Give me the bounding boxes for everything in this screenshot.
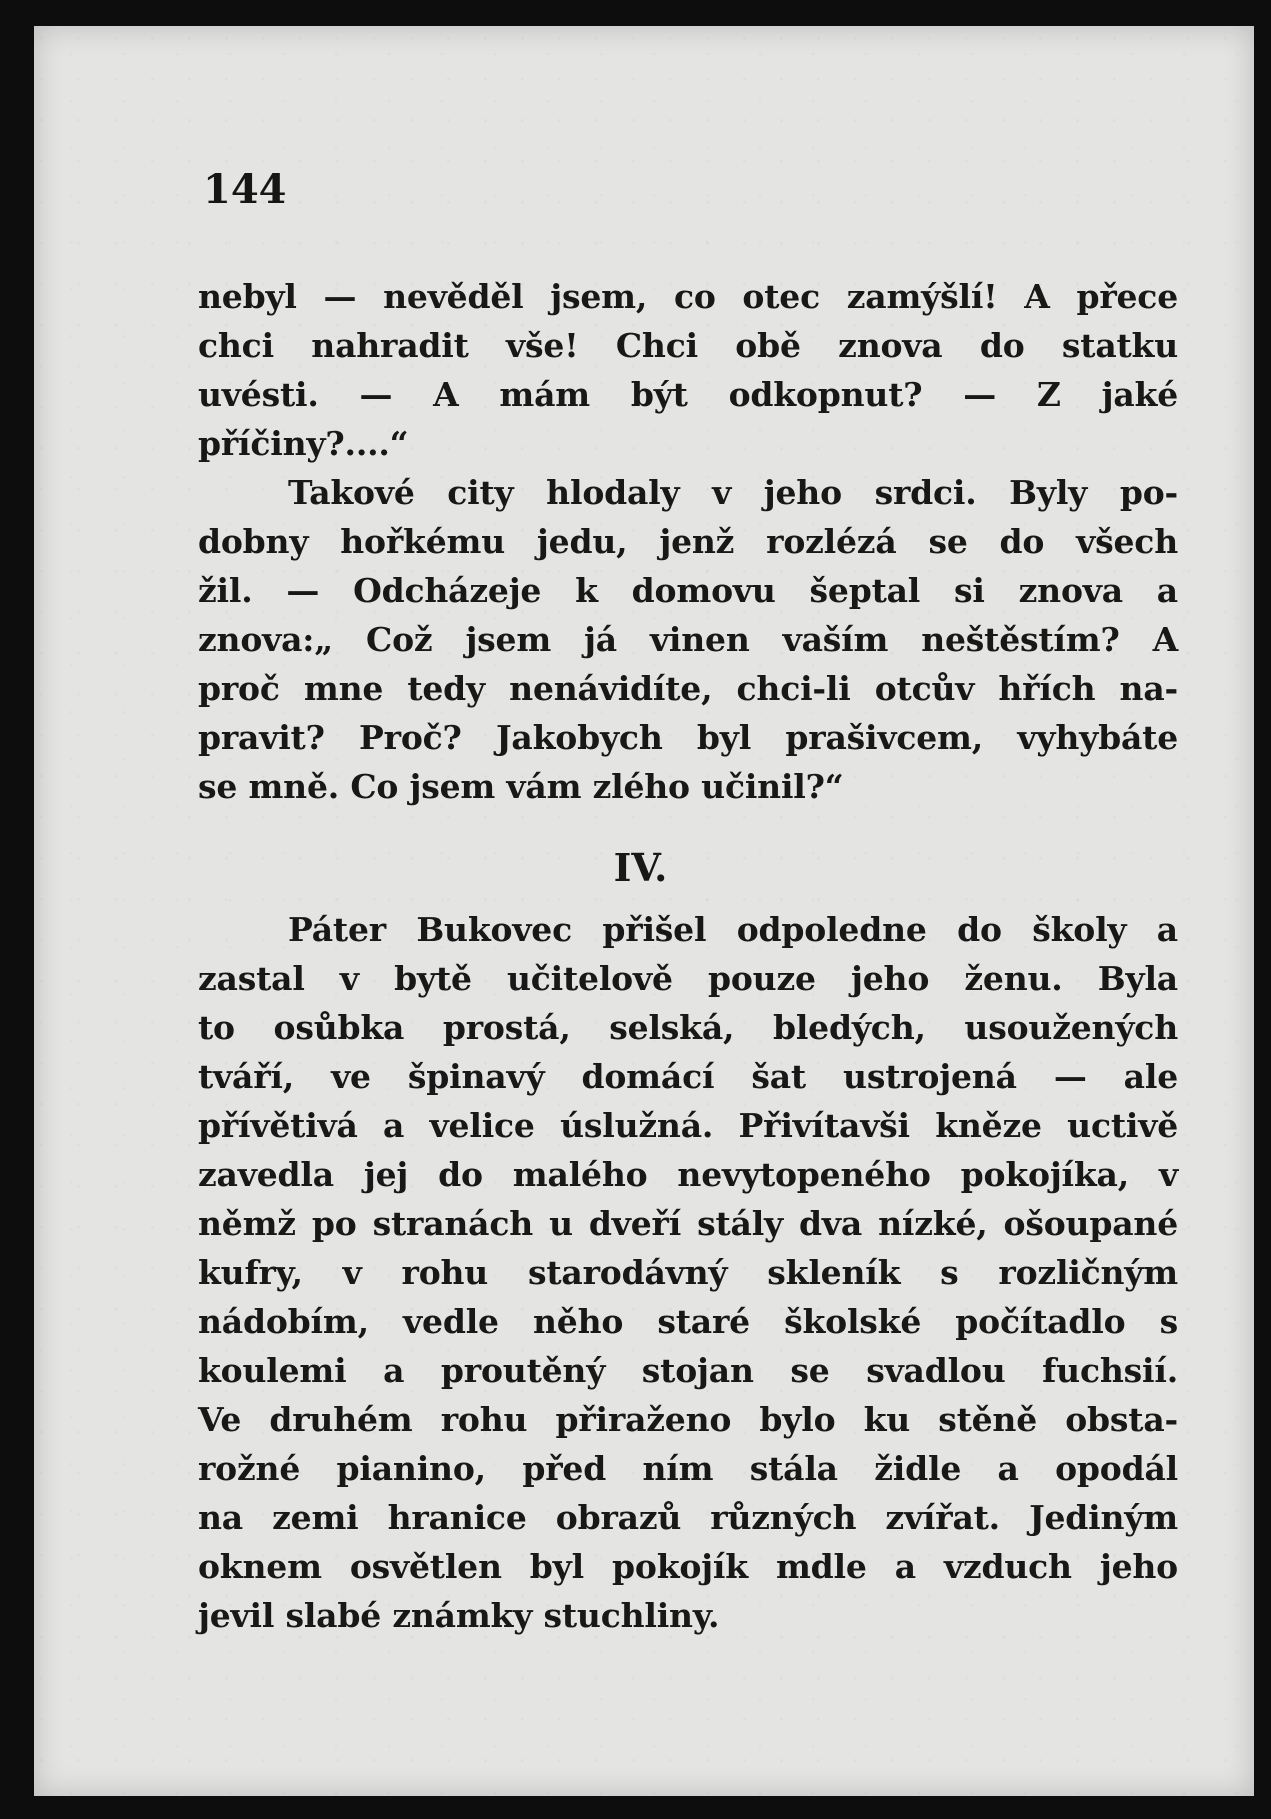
text-line: chci nahradit vše! Chci obě znova do statku <box>198 326 1178 365</box>
text-block-before-chapter <box>198 272 1178 811</box>
text-line: příčiny?....“ <box>198 424 409 463</box>
text-line: jevil slabé známky stuchliny. <box>198 1596 720 1635</box>
text-line: dobny hořkému jedu, jenž rozlézá se do všech <box>198 522 1178 561</box>
text-line: zastal v bytě učitelově pouze jeho ženu. Byla <box>198 959 1178 998</box>
text-block-after-chapter <box>198 905 1178 1640</box>
text-line: Ve druhém rohu přiraženo bylo ku stěně obsta- <box>198 1400 1178 1439</box>
text-line: Takové city hlodaly v jeho srdci. Byly po- <box>288 473 1178 512</box>
text-line: se mně. Co jsem vám zlého učinil?“ <box>198 767 844 806</box>
text-line: žil. — Odcházeje k domovu šeptal si znova a <box>198 571 1178 610</box>
text-line: nebyl — nevěděl jsem, co otec zamýšlí! A přece <box>198 277 1178 316</box>
text-line: na zemi hranice obrazů různých zvířat. Jediným <box>198 1498 1178 1537</box>
text-line: oknem osvětlen byl pokojík mdle a vzduch jeho <box>198 1547 1178 1586</box>
text-line: nádobím, vedle něho staré školské počítadlo s <box>198 1302 1178 1341</box>
text-line: němž po stranách u dveří stály dva nízké, ošoupané <box>198 1204 1178 1243</box>
text-line: to osůbka prostá, selská, bledých, usoužených <box>198 1008 1178 1047</box>
chapter-heading: IV. <box>613 845 668 890</box>
text-line: pravit? Proč? Jakobych byl prašivcem, vyhybáte <box>198 718 1178 757</box>
text-line: kufry, v rohu starodávný skleník s rozličným <box>198 1253 1178 1292</box>
text-line: tváří, ve špinavý domácí šat ustrojená — ale <box>198 1057 1178 1096</box>
text-line: proč mne tedy nenávidíte, chci-li otcův hřích na- <box>198 669 1178 708</box>
text-line: zavedla jej do malého nevytopeného pokojíka, v <box>198 1155 1178 1194</box>
text-line: znova:„ Což jsem já vinen vaším neštěstím? A <box>198 620 1178 659</box>
text-line: koulemi a proutěný stojan se svadlou fuchsií. <box>198 1351 1178 1390</box>
text-line: Páter Bukovec přišel odpoledne do školy a <box>288 910 1178 949</box>
text-line: uvésti. — A mám být odkopnut? — Z jaké <box>198 375 1178 414</box>
page-number: 144 <box>203 166 287 213</box>
text-line: přívětivá a velice úslužná. Přivítavši kněze uctivě <box>198 1106 1178 1145</box>
text-line: rožné pianino, před ním stála židle a opodál <box>198 1449 1178 1488</box>
